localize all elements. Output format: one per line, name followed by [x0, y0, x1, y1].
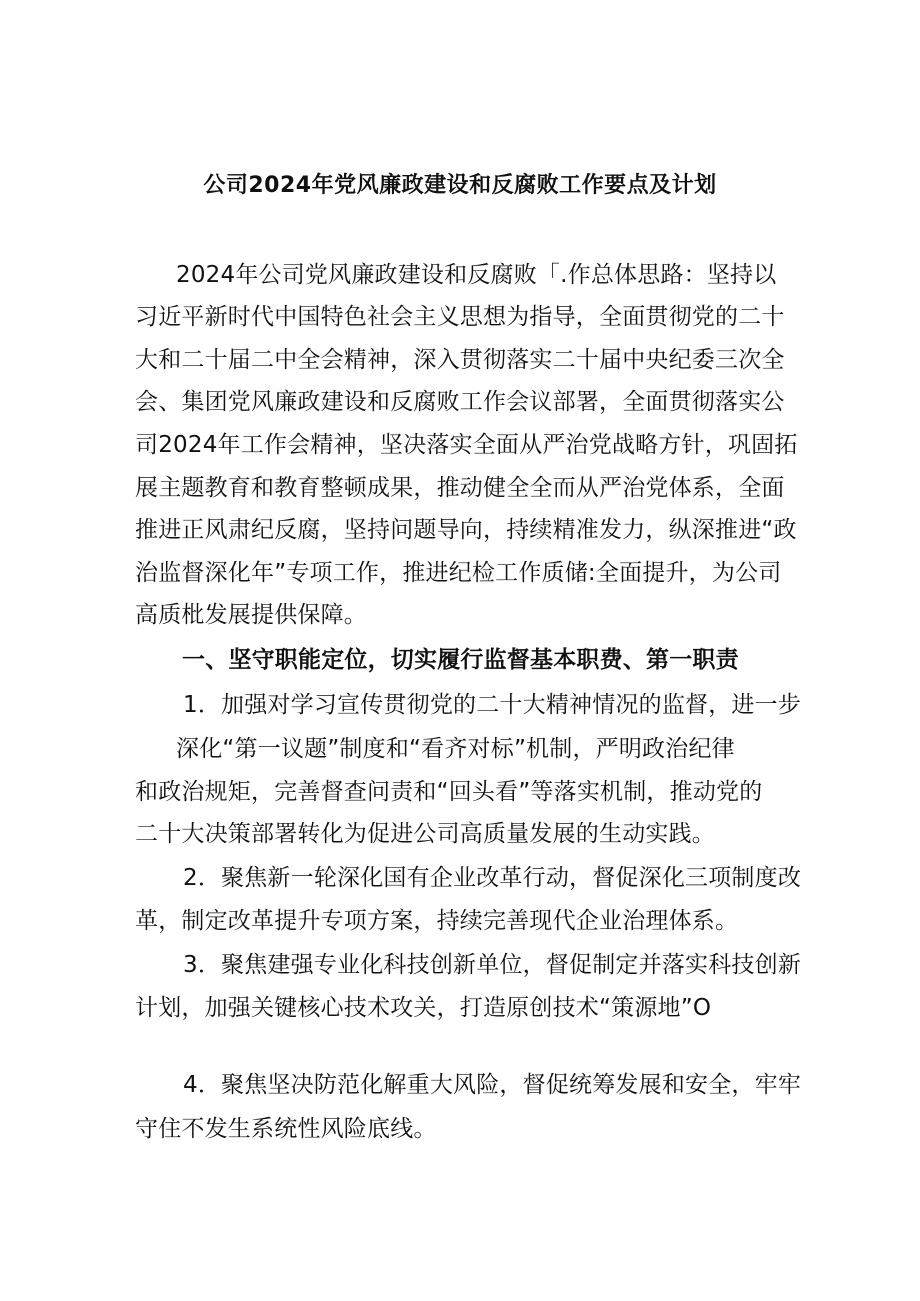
paragraph-line: 司2024年工作会精神，坚决落实全面从严治党战略方针，巩固拓 [135, 432, 798, 458]
list-item-line: 计划，加强关键核心技术攻关，打造原创技术“策源地”O [135, 995, 712, 1021]
section-heading: 一、坚守职能定位，切实履行监督基本职费、第一职责 [182, 647, 739, 673]
paragraph-line: 高质枇发展提供保障。 [135, 602, 367, 628]
list-item-line: 2．聚焦新一轮深化国有企业改革行动，督促深化三项制度改 [183, 865, 802, 891]
paragraph-line: 习近平新时代中国特色社会主义思想为指导，全面贯彻党的二十 [135, 304, 785, 330]
list-item-line: 守住不发生系统性风险底线。 [135, 1116, 437, 1142]
list-item-line: 革，制定改革提升专项方案，持续完善现代企业治理体系。 [135, 908, 739, 934]
list-item-line: 1．加强对学习宣传贯彻党的二十大精神情况的监督，进一步 [183, 692, 802, 718]
paragraph-line: 会、集团党风廉政建设和反腐败工作会议部署，全面贯彻落实公 [135, 389, 785, 415]
list-item-line: 和政治规矩，完善督查问责和“回头看”等落实机制，推动党的 [135, 779, 763, 805]
list-item-line: 二十大决策部署转化为促进公司高质量发展的生动实践。 [135, 821, 715, 847]
paragraph-line: 推进正风肃纪反腐，坚持问题导向，持续精准发力，纵深推进“政 [135, 517, 797, 543]
paragraph-line: 治监督深化年”专项工作，推进纪检工作质储:全面提升，为公司 [135, 560, 782, 586]
list-item-line: 3．聚焦建强专业化科技创新单位，督促制定并落实科技创新 [183, 952, 802, 978]
paragraph-line: 展主题教育和教育整顿成果，推动健全全而从严治党体系，全面 [135, 475, 785, 501]
list-item-line: 深化“第一议题”制度和“看齐对标”机制，严明政治纪律 [176, 736, 735, 762]
paragraph-line: 大和二十届二中全会精神，深入贯彻落实二十届中央纪委三次全 [135, 347, 785, 373]
list-item-line: 4．聚焦坚决防范化解重大风险，督促统筹发展和安全，牢牢 [183, 1072, 802, 1098]
document-title: 公司2024年党风廉政建设和反腐败工作要点及计划 [203, 173, 717, 198]
paragraph-line: 2024年公司党风廉政建设和反腐败「.作总体思路：坚持以 [176, 262, 777, 288]
